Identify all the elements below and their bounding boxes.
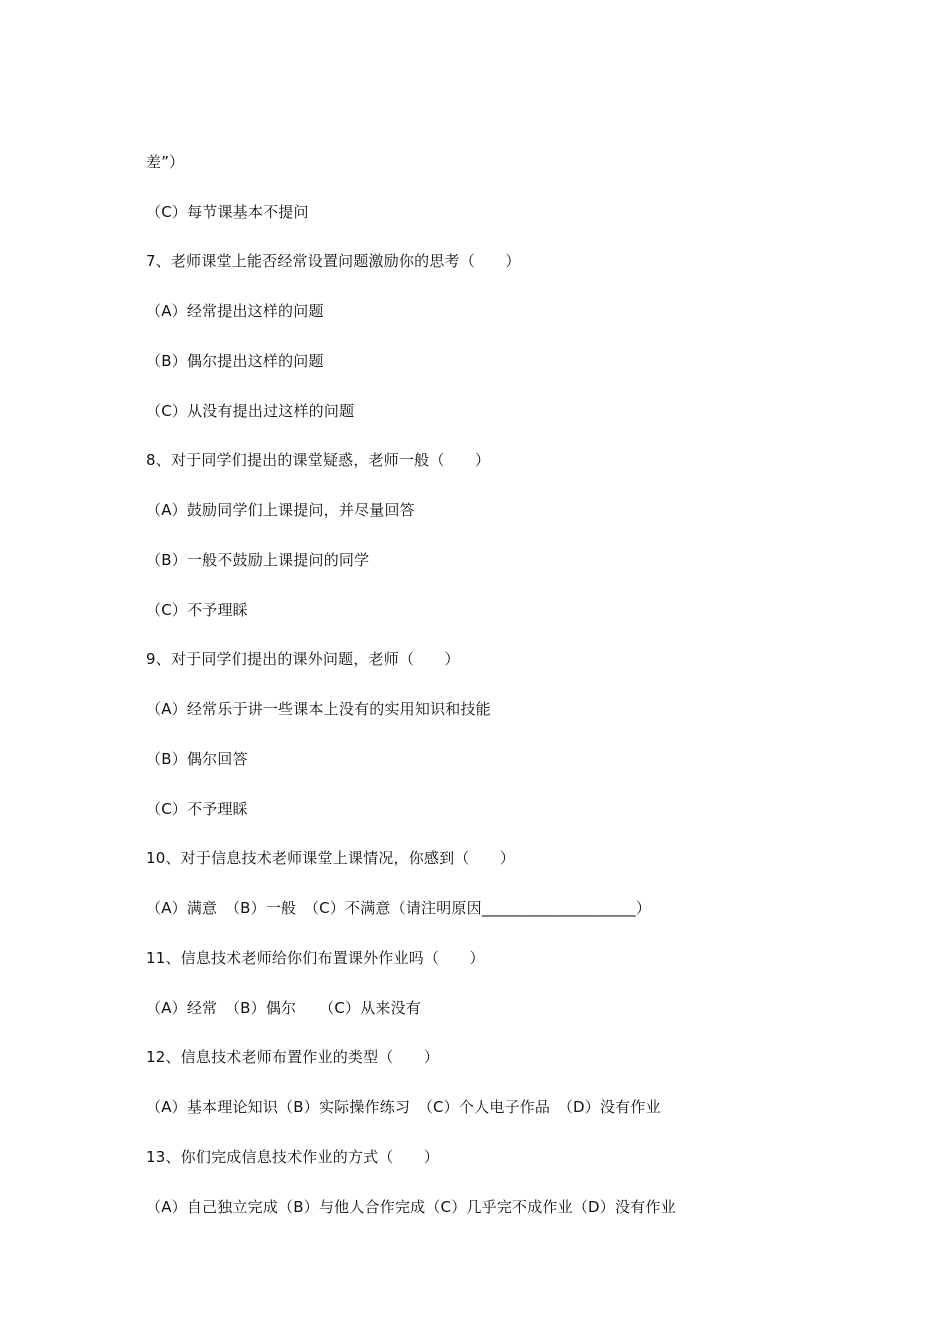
option-line: （A）满意 （B）一般 （C）不满意（请注明原因____________________） xyxy=(146,899,652,917)
option-line: （C）每节课基本不提问 xyxy=(146,203,309,221)
question-line: 13、你们完成信息技术作业的方式（ ） xyxy=(146,1148,440,1166)
option-line: （A）经常 （B）偶尔 （C）从来没有 xyxy=(146,999,422,1017)
question-line: 12、信息技术老师布置作业的类型（ ） xyxy=(146,1048,440,1066)
question-line: 10、对于信息技术老师课堂上课情况，你感到（ ） xyxy=(146,849,516,867)
option-line: （B）偶尔回答 xyxy=(146,750,248,768)
option-line: （A）经常提出这样的问题 xyxy=(146,302,324,320)
option-line: （A）自己独立完成（B）与他人合作完成（C）几乎完不成作业（D）没有作业 xyxy=(146,1198,676,1216)
option-line: （C）不予理睬 xyxy=(146,800,248,818)
option-line: （B）一般不鼓励上课提问的同学 xyxy=(146,551,370,569)
option-line: （B）偶尔提出这样的问题 xyxy=(146,352,324,370)
question-line: 8、对于同学们提出的课堂疑惑，老师一般（ ） xyxy=(146,451,491,469)
option-line: （A）基本理论知识（B）实际操作练习 （C）个人电子作品 （D）没有作业 xyxy=(146,1098,661,1116)
option-line: （A）经常乐于讲一些课本上没有的实用知识和技能 xyxy=(146,700,491,718)
question-line: 11、信息技术老师给你们布置课外作业吗（ ） xyxy=(146,949,485,967)
text-line: 差”） xyxy=(146,153,185,171)
option-line: （A）鼓励同学们上课提问，并尽量回答 xyxy=(146,501,415,519)
question-line: 7、老师课堂上能否经常设置问题激励你的思考（ ） xyxy=(146,252,521,270)
option-line: （C）从没有提出过这样的问题 xyxy=(146,402,355,420)
question-line: 9、对于同学们提出的课外问题，老师（ ） xyxy=(146,650,460,668)
option-line: （C）不予理睬 xyxy=(146,601,248,619)
